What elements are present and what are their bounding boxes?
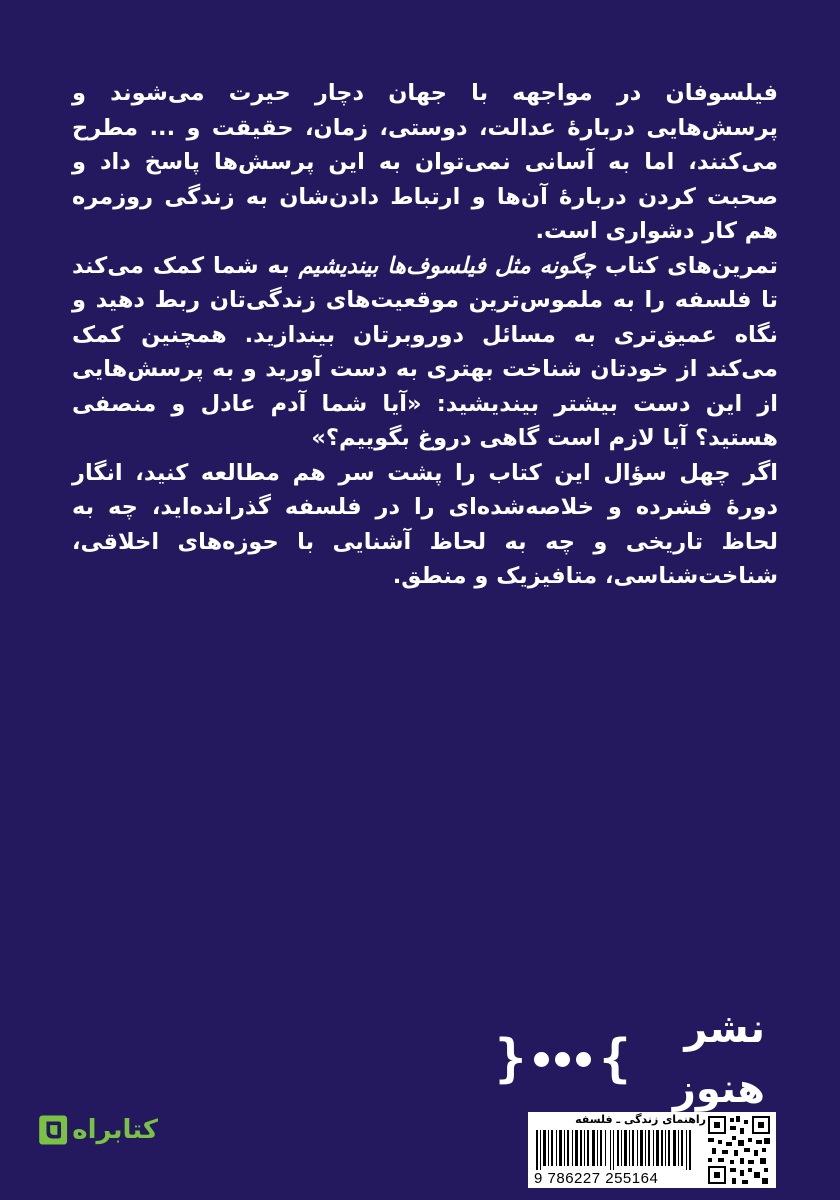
blurb-paragraph-1: فیلسوفان در مواجهه با جهان دچار حیرت می‌شوند و پرسش‌هایی دربارهٔ عدالت، دوستی، زمان، حقیقت و ... مطرح می‌کنند، اما به آسانی نمی‌توان به این پرسش‌ها پاسخ داد و صحبت کردن دربارهٔ آن‌ها و ارتباط دادن‌شان به زندگی روزمره هم کار دشواری است. xyxy=(72,80,778,244)
braces-dots-icon xyxy=(534,1052,591,1067)
isbn-number: 9 786227 255164 xyxy=(534,1170,659,1187)
blurb-paragraph-2-start: تمرین‌های کتاب xyxy=(595,252,778,279)
qr-code-icon xyxy=(708,1116,770,1184)
barcode-icon xyxy=(534,1130,694,1170)
blurb-paragraph-2 xyxy=(72,249,778,456)
publisher-logo xyxy=(495,1006,765,1112)
back-cover-blurb xyxy=(72,76,778,594)
publisher-name: نشر هنوز xyxy=(672,1006,765,1112)
book-title-inline: چگونه مثل فیلسوف‌ها بیندیشیم xyxy=(298,252,596,279)
barcode-label xyxy=(528,1112,776,1188)
left-brace-icon: { xyxy=(599,1029,631,1089)
blurb-paragraph-2-end: به شما کمک می‌کند تا فلسفه را به ملموس‌ترین موقعیت‌های زندگی‌تان ربط دهید و نگاه عمیق‌تری به مسائل دوروبرتان بیندازید. همچنین کمک می‌کند از خودتان شناخت بهتری به دست آورید و به پرسش‌هایی از این دست بیشتر بیندیشید: «آیا شما آدم عادل و منصفی هستید؟ آیا لازم است گاهی دروغ بگوییم؟» xyxy=(72,252,778,451)
right-brace-icon: } xyxy=(495,1029,527,1089)
category-label: راهنمای زندگی ـ فلسفه xyxy=(575,1113,706,1126)
blurb-paragraph-3: اگر چهل سؤال این کتاب را پشت سر هم مطالعه کنید، انگار دورهٔ فشرده و خلاصه‌شده‌ای را در فلسفه گذرانده‌اید، چه به لحاظ تاریخی و چه به لحاظ آشنایی با حوزه‌های اخلاقی، شناخت‌شناسی، متافیزیک و منطق. xyxy=(72,459,778,589)
store-logo xyxy=(38,1100,158,1160)
ketabrah-logo-icon xyxy=(38,1102,68,1158)
store-name: کتابراه xyxy=(72,1115,158,1145)
